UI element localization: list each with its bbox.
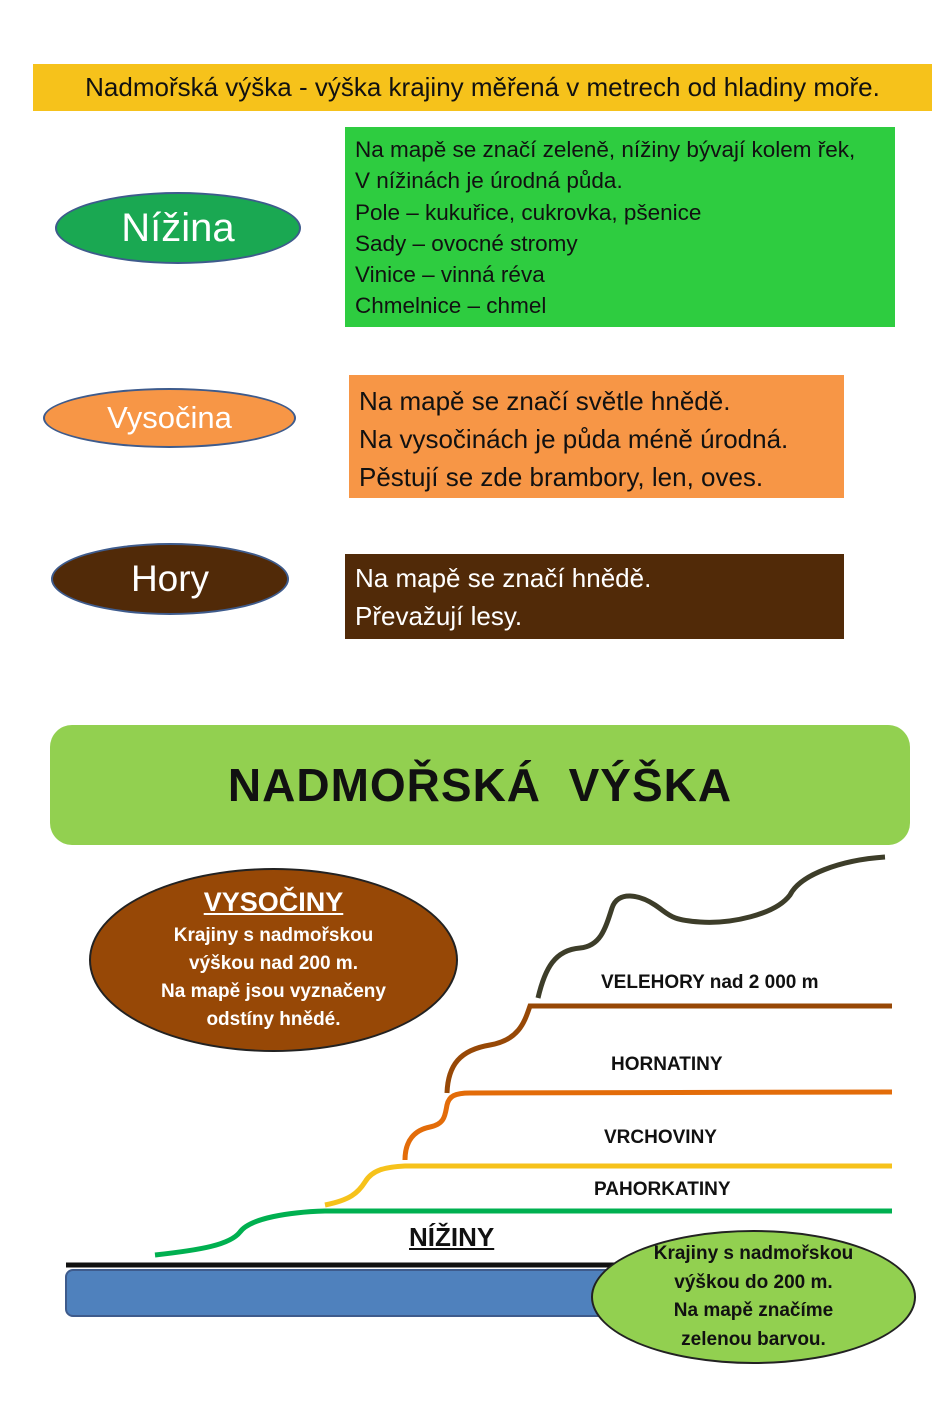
level-label-vrchoviny: VRCHOVINY (604, 1127, 717, 1148)
vysocina-label: Vysočina (107, 400, 232, 435)
description-line: Na mapě se značí zeleně, nížiny bývají kolem řek, (355, 137, 856, 162)
description-line: V nížinách je úrodná půda. (355, 168, 623, 194)
definition-text: Nadmořská výška - výška krajiny měřená v metrech od hladiny moře. (85, 72, 880, 102)
vysociny-info-line: odstíny hnědé. (206, 1008, 341, 1030)
description-line: Pěstují se zde brambory, len, oves. (359, 462, 764, 492)
description-line: Převažují lesy. (355, 601, 523, 631)
level-label-hornatiny: HORNATINY (611, 1054, 723, 1075)
niziny-info-ellipse (591, 1230, 916, 1364)
vysociny-info-line: výškou nad 200 m. (189, 952, 358, 974)
description-line: Pole – kukuřice, cukrovka, pšenice (355, 199, 702, 225)
diagram-title: NADMOŘSKÁ VÝŠKA (227, 759, 733, 811)
niziny-info-line: výškou do 200 m. (674, 1271, 833, 1293)
description-line: Na vysočinách je půda méně úrodná. (359, 424, 789, 454)
nizina-label: Nížina (121, 205, 235, 250)
vysociny-info-line: Krajiny s nadmořskou (173, 924, 374, 946)
vysociny-info-line: Na mapě jsou vyznačeny (161, 980, 386, 1002)
level-label-pahorkatiny: PAHORKATINY (594, 1179, 731, 1200)
vysociny-info-ellipse (89, 868, 458, 1052)
description-line: Sady – ovocné stromy (355, 230, 578, 256)
level-label-velehory: VELEHORY nad 2 000 m (601, 972, 819, 993)
vrchoviny-profile-line (405, 1092, 892, 1160)
niziny-info-line: Na mapě značíme (673, 1300, 834, 1321)
description-line: Chmelnice – chmel (355, 293, 547, 319)
hornatiny-profile-line (447, 1006, 892, 1093)
niziny-label: NÍŽINY (409, 1222, 495, 1252)
description-line: Vinice – vinná réva (355, 262, 545, 288)
sea-shape (66, 1270, 626, 1316)
vysociny-heading: VYSOČINY (203, 886, 344, 917)
description-line: Na mapě se značí světle hnědě. (359, 386, 731, 416)
hory-label: Hory (130, 558, 210, 599)
description-line: Na mapě se značí hnědě. (355, 563, 652, 593)
niziny-info-line: zelenou barvou. (681, 1328, 826, 1350)
niziny-info-line: Krajiny s nadmořskou (653, 1243, 854, 1264)
